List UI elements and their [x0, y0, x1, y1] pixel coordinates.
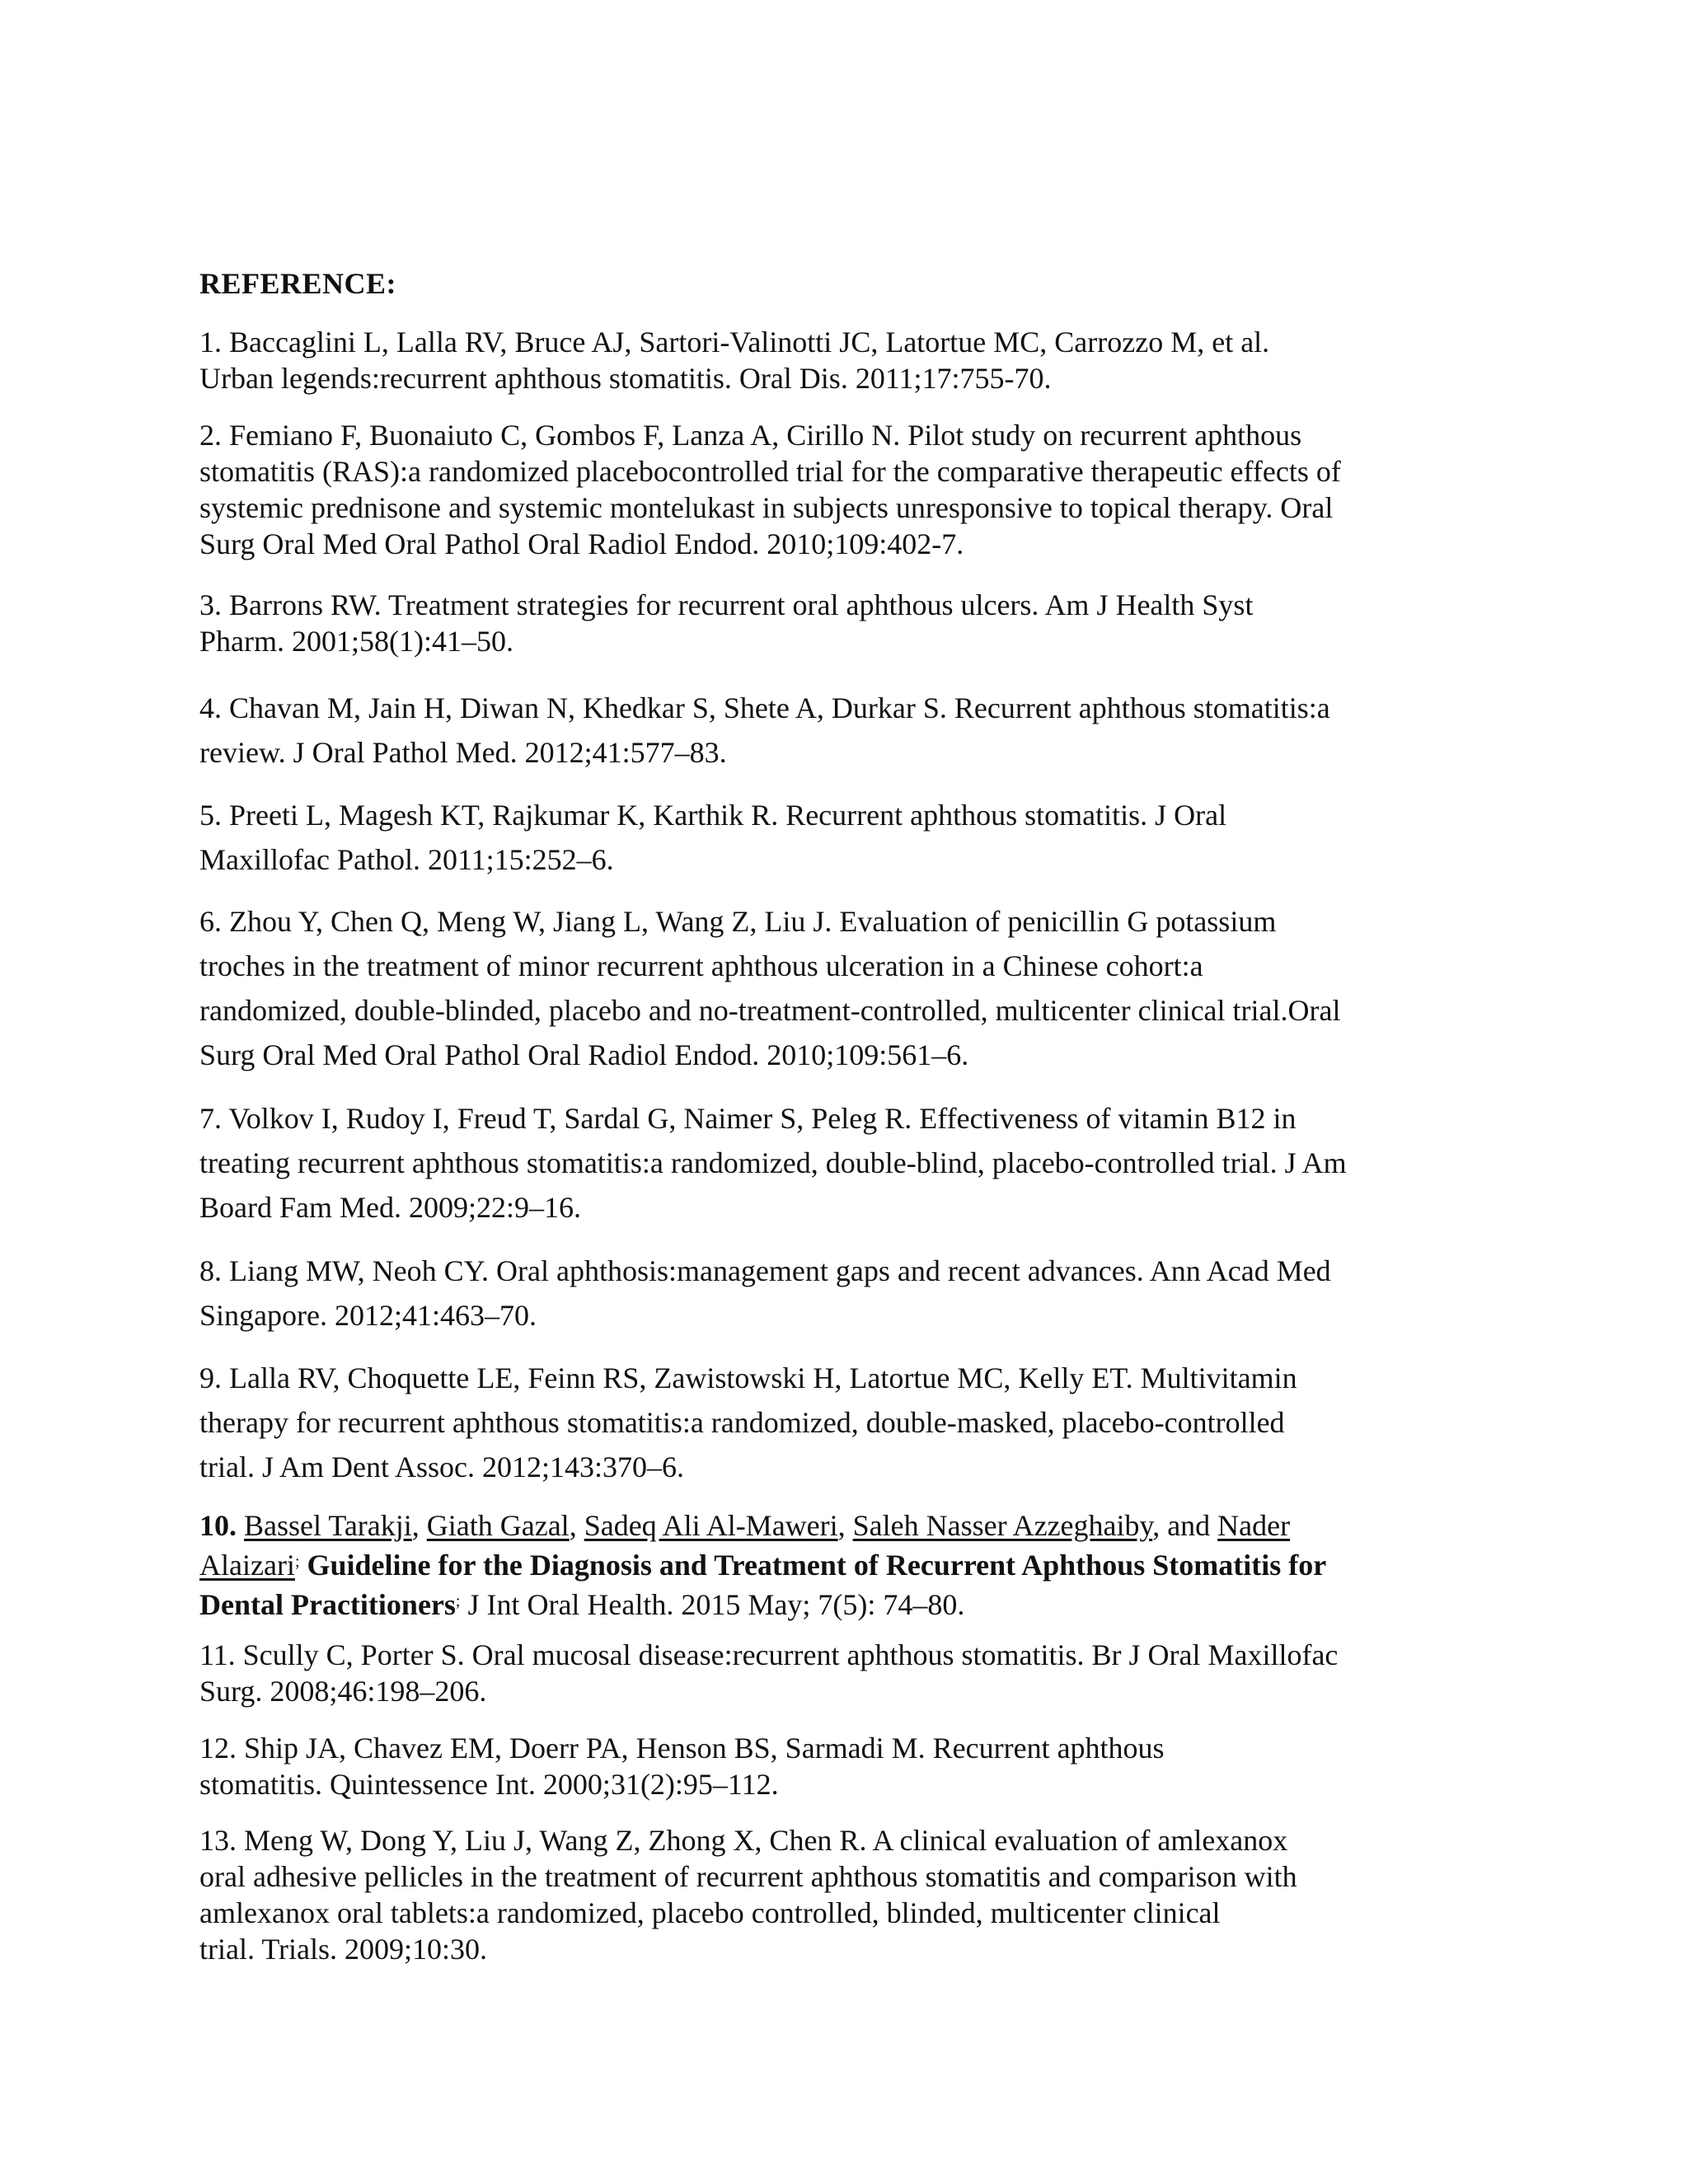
- author-link-nader-alaizari[interactable]: Nader: [1217, 1509, 1291, 1542]
- reference-line: 1. Baccaglini L, Lalla RV, Bruce AJ, Sartori-Valinotti JC, Latortue MC, Carrozzo M, et al.: [199, 326, 1270, 359]
- reference-line: therapy for recurrent aphthous stomatitis:a randomized, double-masked, placebo-controlled: [199, 1406, 1285, 1439]
- reference-item-1: [199, 324, 1485, 396]
- article-title: Guideline for the Diagnosis and Treatment of Recurrent Aphthous Stomatitis for: [307, 1549, 1327, 1582]
- reference-line: systemic prednisone and systemic montelukast in subjects unresponsive to topical therapy. Oral: [199, 491, 1334, 524]
- title-separator: ;: [294, 1553, 300, 1571]
- reference-line: 11. Scully C, Porter S. Oral mucosal disease:recurrent aphthous stomatitis. Br J Oral Maxillofac: [199, 1638, 1339, 1671]
- reference-line: 9. Lalla RV, Choquette LE, Feinn RS, Zawistowski H, Latortue MC, Kelly ET. Multivitamin: [199, 1361, 1297, 1394]
- reference-line: troches in the treatment of minor recurrent aphthous ulceration in a Chinese cohort:a: [199, 949, 1203, 982]
- reference-item-10: [199, 1507, 1485, 1623]
- reference-line: [199, 1544, 1485, 1583]
- author-link-saleh-nasser-azzeghaiby[interactable]: Saleh Nasser Azzeghaiby: [852, 1509, 1153, 1542]
- reference-item-11: [199, 1637, 1485, 1709]
- reference-line: Urban legends:recurrent aphthous stomatitis. Oral Dis. 2011;17:755-70.: [199, 362, 1052, 395]
- journal-citation: J Int Oral Health. 2015 May; 7(5): 74–80.: [467, 1588, 965, 1621]
- author-link-nader-alaizari-cont[interactable]: Alaizari: [199, 1549, 295, 1582]
- reference-line: 13. Meng W, Dong Y, Liu J, Wang Z, Zhong X, Chen R. A clinical evaluation of amlexanox: [199, 1824, 1288, 1857]
- title-separator: ;: [455, 1592, 461, 1610]
- reference-line: amlexanox oral tablets:a randomized, placebo controlled, blinded, multicenter clinical: [199, 1896, 1221, 1929]
- reference-line: 2. Femiano F, Buonaiuto C, Gombos F, Lanza A, Cirillo N. Pilot study on recurrent aphthous: [199, 419, 1302, 452]
- reference-item-13: [199, 1822, 1485, 1967]
- reference-item-7: [199, 1096, 1485, 1230]
- article-title-cont: Dental Practitioners: [199, 1588, 456, 1621]
- reference-line: stomatitis. Quintessence Int. 2000;31(2):95–112.: [199, 1768, 779, 1801]
- reference-item-8: [199, 1249, 1485, 1338]
- reference-item-2: [199, 417, 1485, 562]
- reference-line: Maxillofac Pathol. 2011;15:252–6.: [199, 843, 614, 876]
- author-separator: ,: [1152, 1509, 1160, 1542]
- author-separator: ,: [837, 1509, 846, 1542]
- reference-line: Singapore. 2012;41:463–70.: [199, 1299, 537, 1332]
- reference-item-9: [199, 1356, 1485, 1489]
- reference-line: review. J Oral Pathol Med. 2012;41:577–83.: [199, 736, 727, 769]
- reference-line: 5. Preeti L, Magesh KT, Rajkumar K, Karthik R. Recurrent aphthous stomatitis. J Oral: [199, 799, 1227, 832]
- reference-line: [199, 1583, 1485, 1623]
- author-separator: ,: [569, 1509, 577, 1542]
- reference-line: Surg Oral Med Oral Pathol Oral Radiol Endod. 2010;109:402-7.: [199, 527, 964, 560]
- reference-line: trial. J Am Dent Assoc. 2012;143:370–6.: [199, 1451, 684, 1483]
- reference-number: 10.: [199, 1509, 237, 1542]
- reference-line: 6. Zhou Y, Chen Q, Meng W, Jiang L, Wang Z, Liu J. Evaluation of penicillin G potassium: [199, 905, 1277, 938]
- reference-line: 12. Ship JA, Chavez EM, Doerr PA, Henson BS, Sarmadi M. Recurrent aphthous: [199, 1732, 1165, 1765]
- reference-item-4: [199, 686, 1485, 775]
- reference-line: stomatitis (RAS):a randomized placebocontrolled trial for the comparative therapeutic effects of: [199, 455, 1341, 488]
- and-word: and: [1167, 1509, 1211, 1542]
- reference-item-6: [199, 899, 1485, 1077]
- reference-line: oral adhesive pellicles in the treatment of recurrent aphthous stomatitis and comparison with: [199, 1860, 1297, 1893]
- reference-line: Board Fam Med. 2009;22:9–16.: [199, 1191, 581, 1224]
- reference-line: Surg. 2008;46:198–206.: [199, 1675, 487, 1708]
- author-link-bassel-tarakji[interactable]: Bassel Tarakji: [244, 1509, 412, 1542]
- reference-line: Pharm. 2001;58(1):41–50.: [199, 625, 513, 658]
- reference-item-5: [199, 793, 1485, 882]
- reference-line: 8. Liang MW, Neoh CY. Oral aphthosis:management gaps and recent advances. Ann Acad Med: [199, 1254, 1331, 1287]
- reference-line: 4. Chavan M, Jain H, Diwan N, Khedkar S, Shete A, Durkar S. Recurrent aphthous stomatitis:a: [199, 691, 1330, 724]
- author-link-sadeq-ali-al-maweri[interactable]: Sadeq Ali Al-Maweri: [584, 1509, 838, 1542]
- reference-item-12: [199, 1730, 1485, 1802]
- reference-line: treating recurrent aphthous stomatitis:a randomized, double-blind, placebo-controlled trial. J Am: [199, 1146, 1347, 1179]
- author-separator: ,: [411, 1509, 420, 1542]
- reference-line: Surg Oral Med Oral Pathol Oral Radiol Endod. 2010;109:561–6.: [199, 1038, 969, 1071]
- reference-item-3: [199, 587, 1485, 659]
- reference-line: trial. Trials. 2009;10:30.: [199, 1933, 488, 1966]
- reference-line: 3. Barrons RW. Treatment strategies for recurrent oral aphthous ulcers. Am J Health Syst: [199, 588, 1254, 621]
- references-heading: REFERENCE:: [199, 267, 397, 300]
- reference-line: randomized, double-blinded, placebo and no-treatment-controlled, multicenter clinical trial.Oral: [199, 994, 1341, 1027]
- author-link-giath-gazal[interactable]: Giath Gazal: [426, 1509, 570, 1542]
- reference-line: [199, 1507, 1485, 1544]
- reference-line: 7. Volkov I, Rudoy I, Freud T, Sardal G, Naimer S, Peleg R. Effectiveness of vitamin B12 in: [199, 1102, 1296, 1135]
